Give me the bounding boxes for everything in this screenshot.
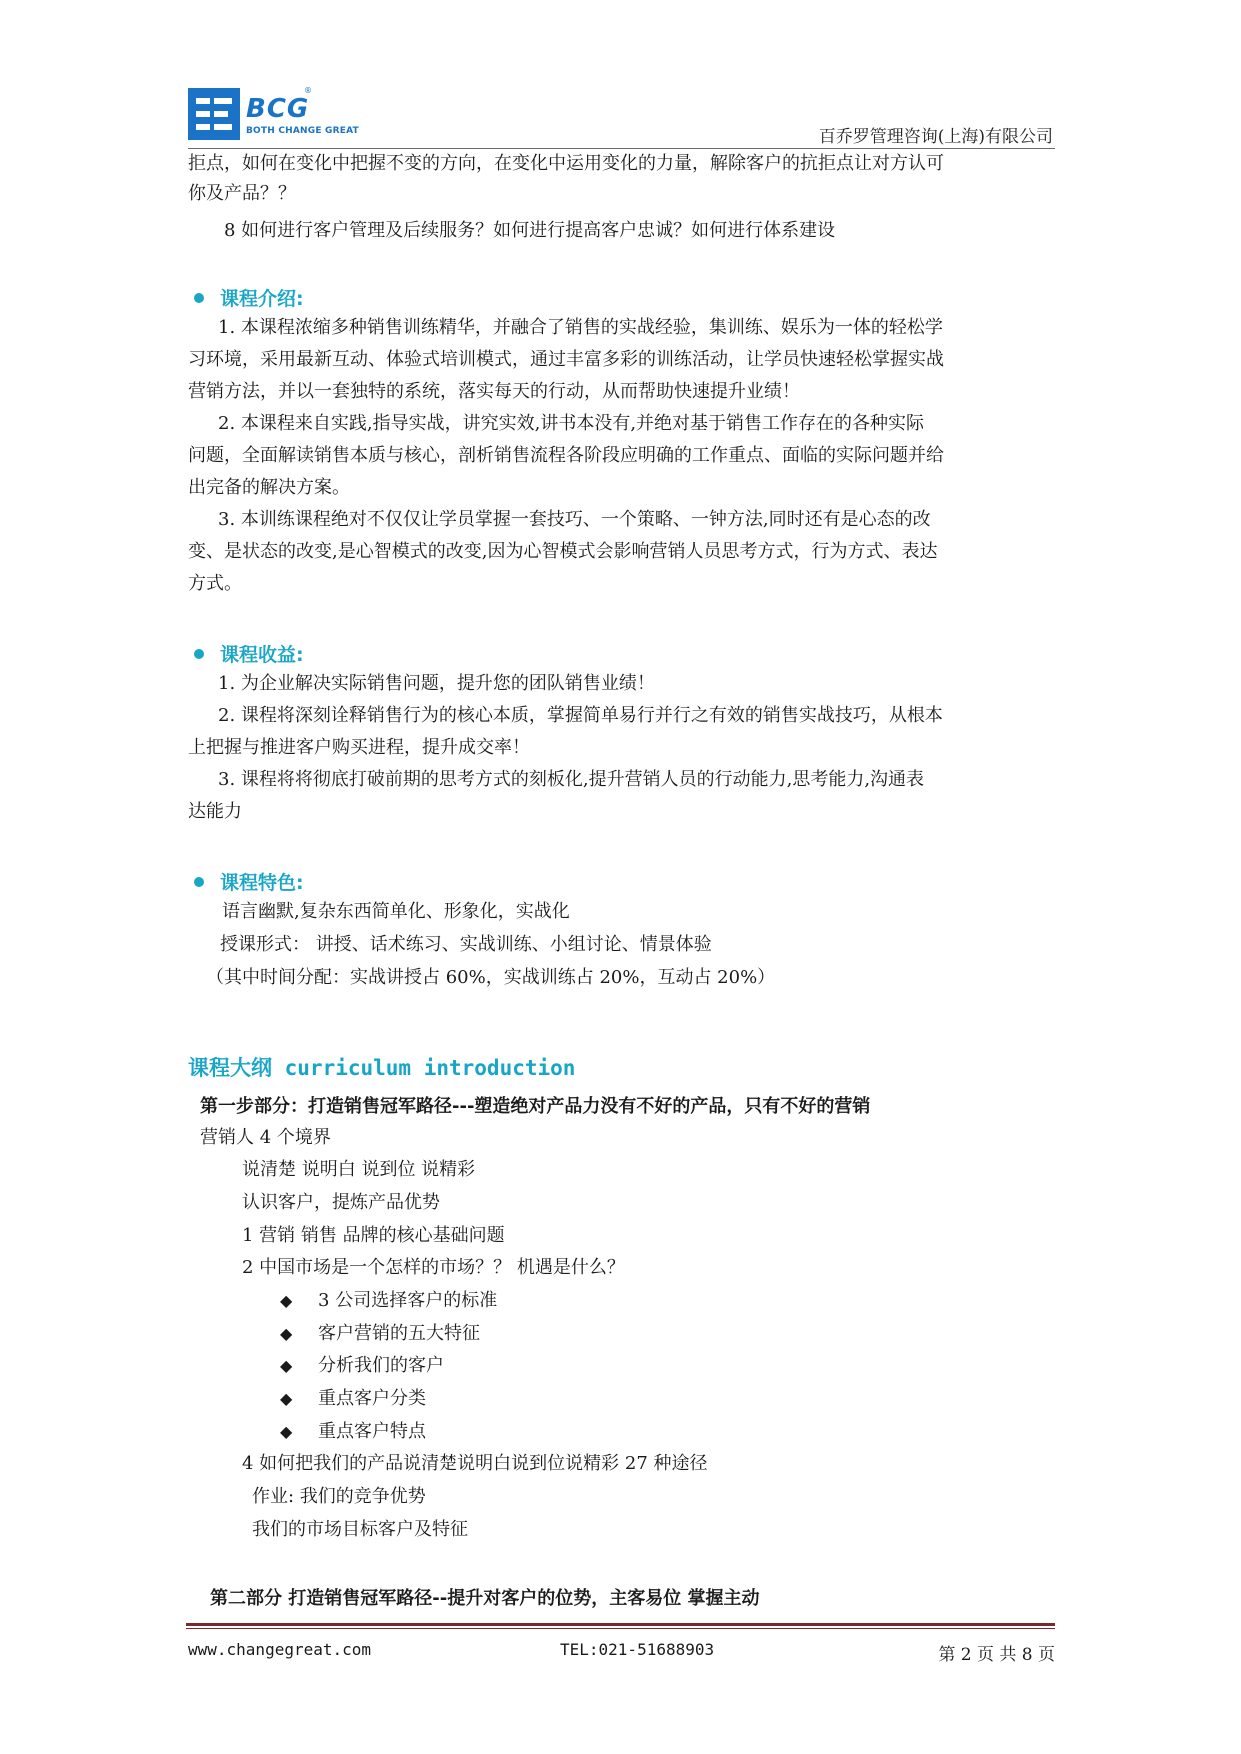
intro-para-line: 问题，全面解读销售本质与核心，剖析销售流程各阶段应明确的工作重点、面临的实际问题并给: [188, 445, 944, 466]
intro-para-line: 出完备的解决方案。: [188, 477, 350, 498]
part1-tail-item: 作业: 我们的竞争优势: [252, 1486, 426, 1507]
part1-item: 1 营销 销售 品牌的核心基础问题: [242, 1225, 505, 1246]
intro-para-line: 习环境，采用最新互动、体验式培训模式，通过丰富多彩的训练活动，让学员快速轻松掌握实战: [188, 349, 944, 370]
benefits-line: 达能力: [188, 801, 242, 822]
bullet-icon: [194, 649, 204, 659]
company-logo: [188, 88, 370, 140]
intro-para-line: 3. 本训练课程绝对不仅仅让学员掌握一套技巧、一个策略、一钟方法,同时还有是心态的改: [218, 509, 931, 530]
part1-item: 说清楚 说明白 说到位 说精彩: [242, 1159, 476, 1180]
logo-registered-mark: ®: [304, 86, 312, 95]
intro-line-2: 你及产品？？: [188, 183, 296, 204]
logo-text: BCG: [246, 94, 310, 124]
features-line: 授课形式： 讲授、话术练习、实战训练、小组讨论、情景体验: [220, 934, 712, 955]
intro-para-line: 2. 本课程来自实践,指导实战，讲究实效,讲书本没有,并绝对基于销售工作存在的各种实际: [218, 413, 925, 434]
part1-tail-item: 4 如何把我们的产品说清楚说明白说到位说精彩 27 种途径: [242, 1453, 708, 1474]
company-name: 百乔罗管理咨询(上海)有限公司: [818, 127, 1053, 147]
bullet-icon: [194, 293, 204, 303]
section-heading-benefits: 课程收益:: [194, 640, 304, 667]
diamond-bullet-icon: ◆: [280, 1389, 293, 1408]
benefits-line: 2. 课程将深刻诠释销售行为的核心本质，掌握简单易行并行之有效的销售实战技巧，从根本: [218, 705, 943, 726]
footer-website: www.changegreat.com: [188, 1640, 372, 1659]
footer-divider: [186, 1623, 1055, 1626]
logo-subtitle: BOTH CHANGE GREAT: [246, 126, 359, 136]
intro-line-3: 8 如何进行客户管理及后续服务？如何进行提高客户忠诚？如何进行体系建设: [224, 220, 836, 241]
part1-item: 2 中国市场是一个怎样的市场？？ 机遇是什么？: [242, 1257, 625, 1278]
part1-tail-item: 我们的市场目标客户及特征: [252, 1519, 468, 1540]
features-line: （其中时间分配：实战讲授占 60%，实战训练占 20%，互动占 20%）: [206, 967, 776, 988]
intro-line-1: 拒点，如何在变化中把握不变的方向，在变化中运用变化的力量，解除客户的抗拒点让对方认可: [188, 153, 944, 174]
features-line: 语言幽默,复杂东西简单化、形象化，实战化: [222, 901, 570, 922]
footer-page-number: 第 2 页 共 8 页: [938, 1645, 1055, 1665]
part1-item: 营销人 4 个境界: [200, 1127, 331, 1148]
intro-para-line: 营销方法，并以一套独特的系统，落实每天的行动，从而帮助快速提升业绩！: [188, 381, 800, 402]
intro-para-line: 1. 本课程浓缩多种销售训练精华，并融合了销售的实战经验，集训练、娱乐为一体的轻松学: [218, 317, 943, 338]
logo-mark-icon: [188, 88, 240, 140]
bullet-icon: [194, 877, 204, 887]
section-heading-intro: 课程介绍:: [194, 284, 304, 311]
intro-para-line: 变、是状态的改变,是心智模式的改变,因为心智模式会影响营销人员思考方式，行为方式、表达: [188, 541, 938, 562]
diamond-list-item: ◆ 重点客户特点: [280, 1421, 427, 1442]
benefits-line: 上把握与推进客户购买进程，提升成交率！: [188, 737, 530, 758]
diamond-bullet-icon: ◆: [280, 1291, 293, 1310]
part2-title: 第二部分 打造销售冠军路径--提升对客户的位势，主客易位 掌握主动: [210, 1588, 760, 1609]
intro-para-line: 方式。: [188, 573, 242, 594]
benefits-line: 1. 为企业解决实际销售问题，提升您的团队销售业绩！: [218, 673, 655, 694]
header-divider: [188, 148, 1055, 149]
diamond-list-item: ◆ 3 公司选择客户的标准: [280, 1290, 498, 1311]
part1-item: 认识客户，提炼产品优势: [242, 1192, 440, 1213]
footer-divider-thin: [186, 1628, 1055, 1629]
diamond-list-item: ◆ 客户营销的五大特征: [280, 1323, 481, 1344]
part1-title: 第一步部分：打造销售冠军路径---塑造绝对产品力没有不好的产品，只有不好的营销: [200, 1096, 871, 1117]
diamond-bullet-icon: ◆: [280, 1324, 293, 1343]
benefits-line: 3. 课程将将彻底打破前期的思考方式的刻板化,提升营销人员的行动能力,思考能力,沟通表: [218, 769, 925, 790]
footer-tel: TEL:021-51688903: [560, 1640, 715, 1659]
diamond-bullet-icon: ◆: [280, 1422, 293, 1441]
diamond-bullet-icon: ◆: [280, 1356, 293, 1375]
diamond-list-item: ◆ 分析我们的客户: [280, 1355, 445, 1376]
section-heading-features: 课程特色:: [194, 868, 304, 895]
outline-title: 课程大纲 curriculum introduction: [188, 1056, 576, 1080]
diamond-list-item: ◆ 重点客户分类: [280, 1388, 427, 1409]
